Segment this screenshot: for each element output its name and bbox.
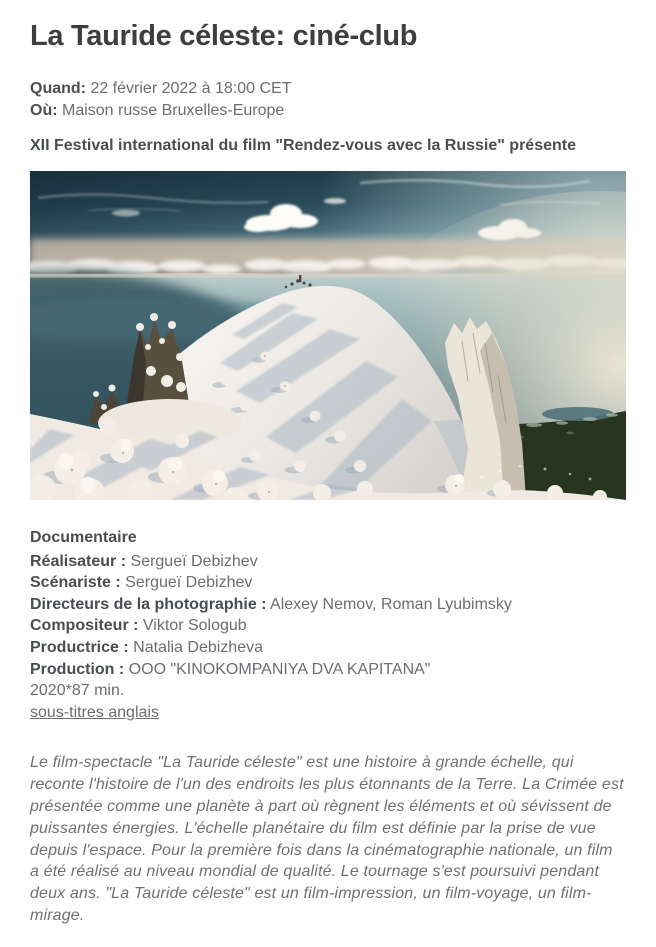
credit-row-photography xyxy=(30,594,626,616)
credit-row-production xyxy=(30,659,626,681)
film-type: Documentaire xyxy=(30,529,137,546)
credit-label: Directeurs de la photographie : xyxy=(30,595,267,613)
credit-value: Sergueï Debizhev xyxy=(130,552,258,570)
credit-label: Compositeur : xyxy=(30,617,139,635)
credit-row-producer xyxy=(30,637,626,659)
credit-value: Sergueï Debizhev xyxy=(125,574,253,592)
where-label: Où: xyxy=(30,102,58,119)
credit-value: Natalia Debizheva xyxy=(133,638,263,656)
credit-value: OOO "KINOKOMPANIYA DVA KAPITANA" xyxy=(128,660,431,678)
year-duration: 2020*87 min. xyxy=(30,682,125,700)
credit-row-director xyxy=(30,551,626,573)
film-description: Le film-spectacle "La Tauride céleste" est une histoire à grande échelle, qui reconte l'histoire de l'un des endroits les plus étonnants de la Terre. La Crimée est présentée comme une planète à part où règnent les éléments et où sévissent de puissantes énergies. L'échelle planétaire du film est définie par la prise de vue depuis l'espace. Pour la première fois dans la cinématographie nationale, un film a été réalisé au niveau mondial de qualité. Le tournage s'est poursuivi pendant deux ans. "La Tauride céleste" est un film-impression, un film-voyage, un film-mirage. xyxy=(30,754,624,924)
festival-line: XII Festival international du film "Rendez-vous avec la Russie" présente xyxy=(30,137,576,154)
snowy-mountain-photo-illustration xyxy=(30,171,626,500)
when-value: 22 février 2022 à 18:00 CET xyxy=(90,80,292,97)
event-photo xyxy=(30,171,626,500)
credit-row-writer xyxy=(30,572,626,594)
subtitles-row xyxy=(30,702,626,724)
page-title: La Tauride céleste: ciné-club xyxy=(30,20,418,52)
credit-label: Productrice : xyxy=(30,638,129,656)
credit-value: Viktor Sologub xyxy=(142,617,247,635)
where-value: Maison russe Bruxelles-Europe xyxy=(62,102,285,119)
credit-value: Alexey Nemov, Roman Lyubimsky xyxy=(270,595,512,613)
credit-row-composer xyxy=(30,615,626,637)
when-label: Quand: xyxy=(30,80,86,97)
event-meta xyxy=(30,78,626,122)
subtitles-link[interactable]: sous-titres anglais xyxy=(30,703,159,721)
credit-label: Production : xyxy=(30,660,125,678)
credit-label: Scénariste : xyxy=(30,574,121,592)
event-when xyxy=(30,78,626,100)
credit-label: Réalisateur : xyxy=(30,552,127,570)
event-where xyxy=(30,100,626,122)
credits-block xyxy=(30,527,626,723)
